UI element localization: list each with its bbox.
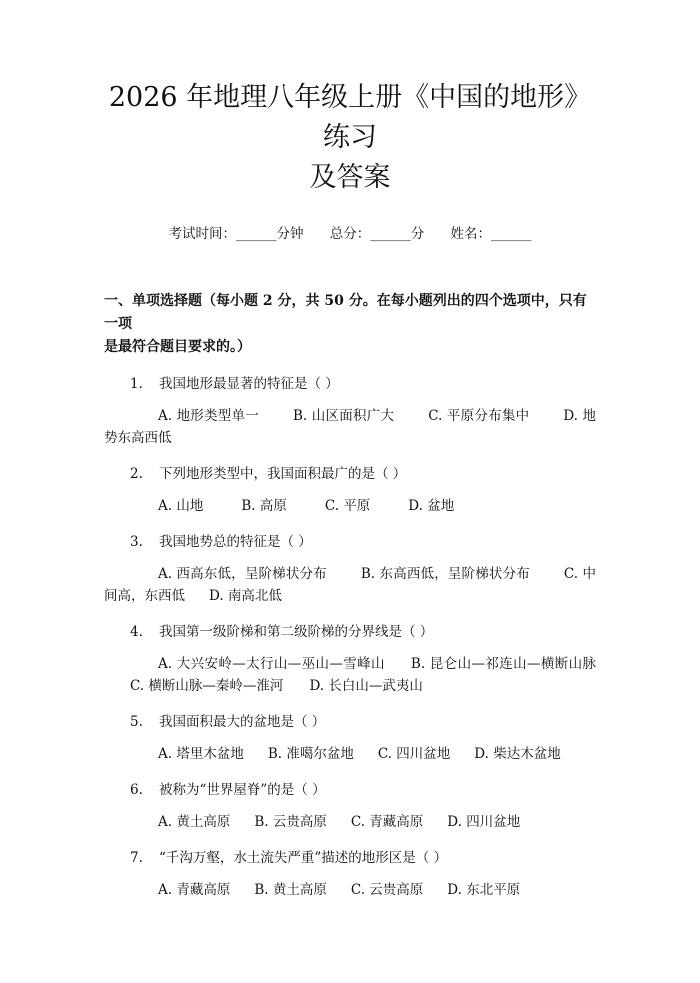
question-stem [104,711,596,733]
option-a: A. 西高东低，呈阶梯状分布 [158,566,327,582]
question-item [104,373,596,449]
option-d: D. 东北平原 [447,882,521,898]
exam-score: 总分：______分 [329,226,425,242]
option-b: B. 高原 [241,498,287,514]
section-heading-line-2: 是最符合题目要求的。） [104,339,251,355]
question-stem [104,373,596,395]
question-number: 4. [130,624,143,640]
option-c: C. 青藏高原 [350,814,424,830]
question-options [104,563,596,607]
question-stem [104,779,596,801]
question-text: 我国面积最大的盆地是（ ） [159,714,326,730]
title-line-1: 2026 年地理八年级上册《中国的地形》练习 [108,82,592,153]
question-item [104,779,596,833]
option-d: D. 四川盆地 [447,814,521,830]
option-c: C. 中间高，东西低 [104,566,596,604]
question-text: 被称为“世界屋脊”的是（ ） [159,782,326,798]
question-text: 我国第一级阶梯和第二级阶梯的分界线是（ ） [159,624,434,640]
option-b: B. 黄土高原 [254,882,327,898]
option-a: A. 地形类型单一 [158,408,260,424]
exam-time: 考试时间：______分钟 [168,226,304,242]
question-item [104,621,596,697]
document-page [0,78,700,983]
option-a: A. 黄土高原 [158,814,231,830]
question-number: 6. [130,782,143,798]
student-name: 姓名：______ [450,226,532,242]
page-title [104,78,596,198]
option-c: C. 横断山脉—秦岭—淮河 [130,678,284,694]
title-line-2: 及答案 [309,162,391,193]
exam-meta [104,224,596,244]
question-text: 下列地形类型中，我国面积最广的是（ ） [159,466,407,482]
question-options [104,495,596,517]
question-stem [104,621,596,643]
option-c: C. 平原分布集中 [428,408,530,424]
section-heading-line-1: 一、单项选择题（每小题 2 分，共 50 分。在每小题列出的四个选项中，只有一项 [104,293,587,332]
question-number: 2. [130,466,143,482]
option-b: B. 准噶尔盆地 [267,746,354,762]
question-item [104,531,596,607]
option-b: B. 云贵高原 [254,814,327,830]
question-number: 5. [130,714,143,730]
question-list [104,373,596,901]
question-stem [104,531,596,553]
question-text: “千沟万壑，水土流失严重”描述的地形区是（ ） [159,850,448,866]
option-c: C. 四川盆地 [377,746,451,762]
question-stem [104,463,596,485]
question-text: 我国地势总的特征是（ ） [159,534,312,550]
option-c: C. 云贵高原 [350,882,424,898]
question-options [104,879,596,901]
question-text: 我国地形最显著的特征是（ ） [159,376,339,392]
question-options [104,743,596,765]
option-d: D. 南高北低 [209,588,282,604]
option-b: B. 昆仑山—祁连山—横断山脉 [410,656,596,672]
question-stem [104,847,596,869]
question-number: 1. [130,376,143,392]
question-item [104,847,596,901]
option-b: B. 山区面积广大 [293,408,395,424]
option-d: D. 地势东高西低 [104,408,596,446]
option-a: A. 山地 [158,498,204,514]
question-options [104,405,596,449]
option-a: A. 塔里木盆地 [158,746,244,762]
question-options [104,811,596,833]
question-item [104,463,596,517]
option-d: D. 长白山—武夷山 [309,678,423,694]
option-c: C. 平原 [324,498,371,514]
section-heading [104,290,596,359]
option-d: D. 柴达木盆地 [474,746,561,762]
question-options [104,653,596,697]
question-item [104,711,596,765]
option-a: A. 大兴安岭—太行山—巫山—雪峰山 [158,656,385,672]
option-b: B. 东高西低，呈阶梯状分布 [360,566,530,582]
option-a: A. 青藏高原 [158,882,231,898]
question-number: 3. [130,534,143,550]
question-number: 7. [130,850,143,866]
option-d: D. 盆地 [408,498,455,514]
